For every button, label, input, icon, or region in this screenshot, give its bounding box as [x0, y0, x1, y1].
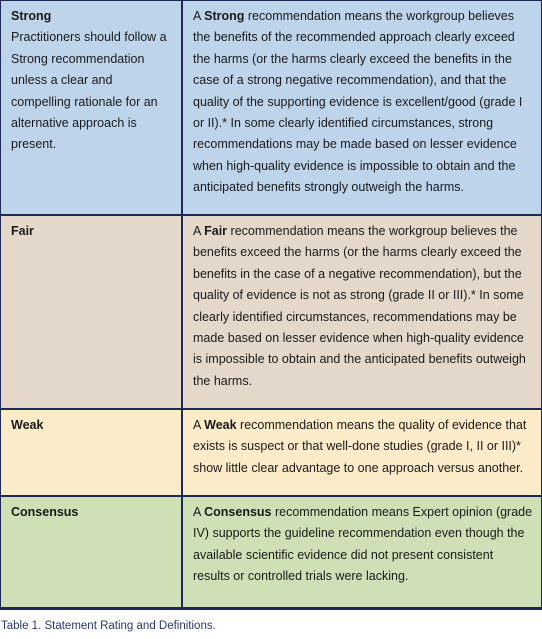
table-row-strong [1, 1, 541, 216]
rating-label: Strong [11, 9, 52, 23]
table-row-consensus [1, 497, 541, 609]
rating-cell-strong [1, 1, 183, 214]
table-row-weak [1, 410, 541, 497]
definition-text: recommendation means Expert opinion (grade IV) supports the guideline recommendation even though the available scientific evidence did not present consistent results or controlled trials were lacking. [193, 505, 533, 584]
rating-label: Weak [11, 418, 44, 432]
definition-keyword: Consensus [204, 505, 272, 519]
rating-cell-weak [1, 410, 183, 495]
definition-cell-fair [183, 216, 541, 408]
definition-cell-consensus [183, 497, 541, 607]
rating-cell-consensus [1, 497, 183, 607]
definition-text: recommendation means the workgroup believes the benefits of the recommended approach clearly exceed the harms (or the harms clearly exceed the benefits in the case of a strong negative recommendation), and that the quality of the supporting evidence is excellent/good (grade I or II).* In some clearly identified circumstances, strong recommendations may be made based on lesser evidence when high-quality evidence is impossible to obtain and the anticipated benefits strongly outweigh the harms. [193, 9, 523, 195]
rating-label: Fair [11, 224, 34, 238]
definition-lead: A [193, 418, 205, 432]
definition-keyword: Weak [204, 418, 237, 432]
definition-keyword: Fair [204, 224, 228, 238]
definition-cell-weak [183, 410, 541, 495]
definition-keyword: Strong [204, 9, 245, 23]
definition-lead: A [193, 505, 205, 519]
rating-guidance: Practitioners should follow a Strong recommendation unless a clear and compelling rationale for an alternative approach is present. [11, 30, 167, 152]
definition-lead: A [193, 9, 205, 23]
definition-cell-strong [183, 1, 541, 214]
definition-lead: A [193, 224, 205, 238]
table-row-fair [1, 216, 541, 410]
table-caption: Table 1. Statement Rating and Definitions. [1, 620, 216, 632]
definition-text: recommendation means the quality of evidence that exists is suspect or that well-done studies (grade I, II or III)* show little clear advantage to one approach versus another. [193, 418, 527, 475]
rating-cell-fair [1, 216, 183, 408]
rating-label: Consensus [11, 505, 79, 519]
definition-text: recommendation means the workgroup believes the benefits exceed the harms (or the harms clearly exceed the benefits in the case of a negative recommendation), but the quality of evidence is not as strong (grade II or III).* In some clearly identified circumstances, recommendations may be made based on lesser evidence when high-quality evidence is impossible to obtain and the anticipated benefits outweigh the harms. [193, 224, 526, 388]
